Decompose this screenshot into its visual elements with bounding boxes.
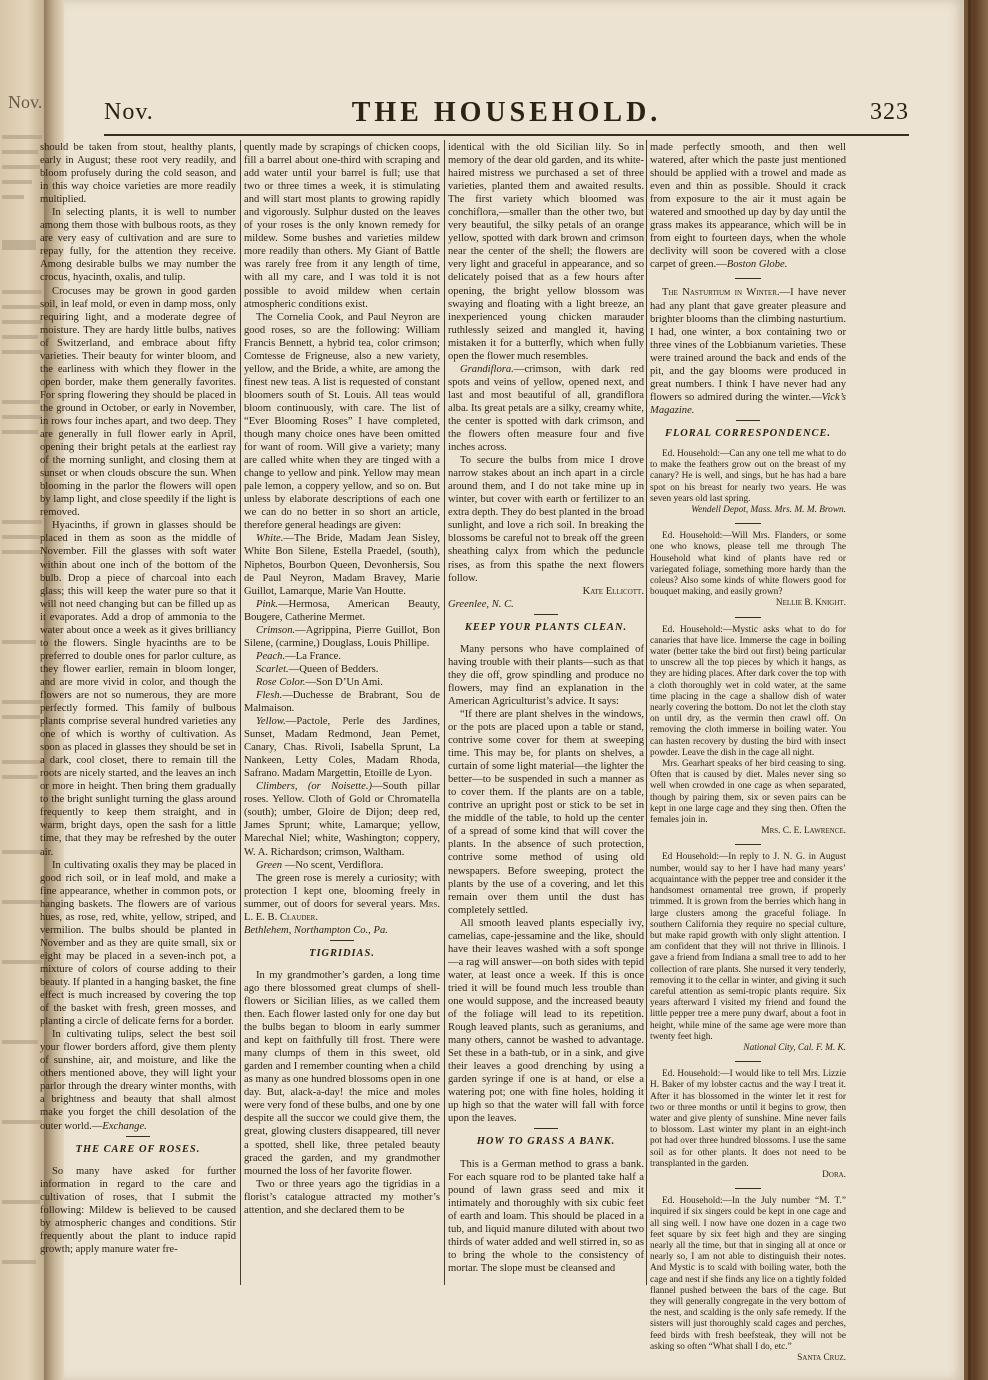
letter: Ed. Household:—Will Mrs. Flanders, or some one who knows, please tell me through The Household what kind of plants have red or variegated foliage, something more hardy than the coleus? Also some kinds of white flowers good for bouquet making, and easily grown? [650, 531, 846, 598]
paragraph [40, 1028, 236, 1132]
rose-list-label: Climbers, (or Noisette.) [256, 781, 372, 793]
column-4 [650, 141, 846, 1364]
rose-list-label: Scarlet. [256, 663, 289, 675]
column-3 [448, 141, 644, 1291]
letter-signature: Santa Cruz. [797, 1353, 846, 1364]
paragraph-text: made perfectly smooth, and then well watered, after which the paste just mentioned should be applied with a trowel and made as even and thin as possible. Should it crack from exposure to the air it must again be watered and smoothed up day by day until the grass makes its appearance, which will be in from eight to fourteen days, when the whole declivity will soon be covered with a close carpet of green.— [650, 142, 846, 271]
previous-page-text-line [2, 335, 38, 339]
previous-page-text-line [2, 305, 40, 309]
previous-page-text-line [2, 960, 42, 964]
paragraph: In cultivating oxalis they may be placed in good rich soil, or in leaf mold, and make a fine appearance, whether in common pots, or hanging baskets. The flowers are of various hues, as rose, red, white, yellow, striped, and vermilion. The bulbs should be planted in November and as they are quite small, six or eight may be placed in a seven-inch pot, a mixture of colors of course adding to their beauty. If planted in a hanging basket, the fine effect is much increased by covering the top of the basket with fresh, green mosses, and planting a circle of delicate ferns for a border. [40, 859, 236, 1028]
previous-page-text-line [2, 850, 42, 854]
letter-signature: Mrs. C. E. Lawrence. [761, 826, 846, 837]
separator [735, 523, 761, 524]
separator [735, 1188, 761, 1189]
column-rule [646, 140, 647, 1285]
rose-list-entry [244, 676, 440, 689]
paragraph-text: The green rose is merely a curiosity; with protection I kept one, blooming freely in summer, out of doors for several years. [244, 872, 440, 910]
paragraph-text: In cultivating tulips, select the best soil your flower borders afford, give them plenty of sunshine, air, and moisture, and like the others mentioned above, they will light your parlor through the dreary winter months, with a brightness and beauty that shall almost make you forget the chill desolation of the outer world.— [40, 1029, 236, 1132]
separator [735, 1061, 761, 1062]
previous-page-text-line [2, 1120, 42, 1124]
rose-list-entry [244, 689, 440, 715]
previous-page-text-line [2, 180, 32, 184]
letter: Ed Household:—In reply to J. N. G. in August number, would say to her I have had many years’ acquaintance with the pepper tree and consider it the handsomest ornamental tree grown, if properly trimmed. It is grown from the berries which hang in large clusters among the graceful foliage. In southern California they require no special culture, but make rapid growth with only slight attention. I am confident that they will not thrive in Illinois. I gave a friend from Indiana a small tree to add to her collection of rare plants. She nursed it very tenderly, removing it to the cellar in winter, and giving it such careful attention as semi-tropic plants require. Six years afterward I visited my friend and found the little pepper tree a mere puny dwarf, about a foot in height, while mine of the same age were more than twenty feet high. [650, 852, 846, 1042]
article-lead: The Nasturtium in Winter. [662, 287, 780, 299]
page-title: THE HOUSEHOLD. [351, 97, 662, 128]
rose-list-label: Flesh. [256, 689, 283, 701]
rose-list-text: —Agrippina, Pierre Guillot, Bon Silene, (carmine,) Douglass, Louis Phillipe. [244, 624, 440, 649]
previous-page-text-line [2, 290, 42, 294]
source-credit: Vick’s Magazine. [650, 391, 846, 416]
paragraph: In selecting plants, it is well to number among them those with bulbous roots, as they are very easy of cultivation and are sure to repay fully, for the attention they receive. Among desirable bulbs we may number the crocus, hyacinth, oxalis, and tulip. [40, 207, 236, 284]
previous-page-text-line [2, 165, 40, 169]
author-location: Bethlehem, Northampton Co., Pa. [244, 924, 388, 936]
paragraph [448, 363, 644, 454]
rose-list-text: —South pillar roses. Yellow. Cloth of Gold or Chromatella (south); umber, Gloire de Dijon; deep red, James Sprunt; white, Lamarque; yellow, Marechal Niel; white, Washington; coppery, W. A. Richardson; crimson, Waltham. [244, 781, 441, 858]
rose-list-label: Crimson. [256, 624, 296, 636]
rose-list-entry [244, 715, 440, 780]
book-binding [964, 0, 988, 1380]
rose-list-entry [244, 532, 440, 597]
previous-page-text-line [2, 550, 42, 554]
rose-list-text: —Son D’Un Ami. [305, 676, 383, 688]
paragraph [650, 141, 846, 271]
paragraph-text: —crimson, with dark red spots and veins of yellow, opened next, and last and most beautiful of all, grandiflora alba. Its great petals are a silky, creamy white, the center is spotted with dark crimson, and the flowers often measure four and five inches across. [448, 363, 644, 454]
separator [735, 844, 761, 845]
previous-page-text-line [2, 760, 42, 764]
paragraph: The Cornelia Cook, and Paul Neyron are good roses, so are the following: William Francis Bennett, a hybrid tea, color crimson; Comtesse de Frigneuse, also a new variety, yellow, and the Bride, a white, are among the finest new teas. A list is requested of constant bloomers south of St. Louis. All teas would bloom continuously, with care. The list of “Ever Blooming Roses” I have completed, though many choice ones have been omitted for want of room. Will give a variety; many are called white when they are tinged with a change to yellow and pink. Yellow may mean pale lemon, a coppery yellow, and so on. But unless by elaborate descriptions of each one we can do no better in so short an article, therefore general headings are given: [244, 311, 440, 532]
author-location: Greenlee, N. C. [448, 598, 514, 610]
previous-page-text-line [2, 1040, 38, 1044]
section-heading-tigridias: TIGRIDIAS. [244, 947, 440, 960]
rose-list-text: —La France. [285, 650, 342, 662]
previous-page-text-line [2, 775, 38, 779]
page-number: 323 [870, 99, 909, 125]
rose-list-entry [244, 780, 440, 858]
rose-list-entry [244, 598, 440, 624]
paragraph: Many persons who have complained of having trouble with their plants—such as that they die off, grow spindling and produce no flowers, may find an explanation in the American Agriculturist’s advice. It says: [448, 643, 644, 707]
previous-page-text-line [2, 640, 36, 644]
previous-page-heading: Nov. [8, 92, 43, 112]
rose-list-text: —No scent, Verdiflora. [282, 859, 384, 871]
section-heading-grass-a-bank: HOW TO GRASS A BANK. [448, 1135, 644, 1148]
author-signature: Kate Ellicott. [582, 585, 644, 597]
paragraph [650, 286, 846, 416]
previous-page-text-line [2, 240, 36, 250]
column-2 [244, 141, 440, 1291]
letter-signature: Dora. [822, 1169, 846, 1180]
rose-list-entry [244, 663, 440, 676]
paragraph: Hyacinths, if grown in glasses should be placed in them as soon as the middle of November. Fill the glasses with soft water within about one inch of the bottom of the bulb. Drop a piece of charcoal into each glass; this will keep the water pure so that it will not need changing but can be filled up as it evaporates. Add a drop of ammonia to the water about once a week as it gives brilliancy to the flowers. Single hyacinths are to be preferred to double ones for parlor culture, as they flower earlier, remain in bloom longer, and are more vivid in color, and though the flowers are not so numerous, they are more perfectly formed. This family of bulbous plants comprise several hundred varieties any one of which is worthy of cultivation. As soon as placed in glasses they should be set in a dark, cool closet, there to remain till the roots are nicely started, and the leaves an inch or more in height. Then bring them gradually to the bright sunlight turning the glass around frequently to keep them straight, and in warm, bright days, open the sash for a little time, that they may be refreshed by the outer air. [40, 520, 236, 858]
section-heading-keep-plants-clean: KEEP YOUR PLANTS CLEAN. [448, 621, 644, 634]
previous-page-text-line [2, 415, 42, 419]
rose-list-label: Rose Color. [256, 676, 306, 688]
rose-list-text: —Hermosa, American Beauty, Bougere, Catherine Mermet. [244, 598, 440, 623]
rose-list-label: Yellow. [256, 716, 286, 728]
rose-list-text: —Duchesse de Brabrant, Sou de Malmaison. [244, 689, 440, 715]
previous-page-text-line [2, 400, 40, 404]
author-signature: Mrs. L. E. B. Clauder. [244, 898, 440, 923]
rose-list-text: —The Bride, Madam Jean Sisley, White Bon Silene, Estella Praedel, (south), Niphetos, Bourbon Queen, Devonhersis, Sou de Paul Neyron, Madam Bravey, Marie Guillot, Lamarque, Marie Van Houtte. [244, 533, 440, 597]
rose-list-entry [244, 859, 440, 872]
paragraph: Crocuses may be grown in good garden soil, in leaf mold, or even in damp moss, only requiring light, and a moderate degree of moisture. They are hardy little bulbs, natives of Switzerland, and embrace about fifty varieties. Their beauty for winter bloom, and the earliness with which they flower in the open border, make them generally favorites. For spring flowering they should be placed in the ground in October, or early in November, in rows four inches apart, and two deep. They are generally in full flower early in April, opening their bright petals at the earliest ray of the morning sunlight, and closing them at sunset or when clouds obscure the sun. When blooming in the parlor the flowers will open by lamp light, and close speedily if the light is removed. [40, 285, 236, 519]
paragraph: quently made by scrapings of chicken coops, fill a barrel about one-third with scraping and add water until your barrel is full; use that two or three times a week, it is stimulating and will start most plants to growing rapidly and vigorously. Sulphur dusted on the leaves of your roses is the only known remedy for mildew. Some bushes and varieties mildew more readily than others. My Giant of Battle was rarely free from it any length of time, with all my care, and I was told it is not possible to avoid mildew when certain atmospheric conditions exist. [244, 142, 440, 310]
previous-page-text-line [2, 715, 40, 719]
previous-page-text-line [2, 1260, 36, 1264]
letter-signature: National City, Cal. F. M. K. [743, 1042, 846, 1053]
binding-stripe [968, 0, 971, 1380]
letter: Mrs. Gearhart speaks of her bird ceasing to sing. Often that is caused by diet. Males never sing so well when crowded in one cage as when separated, though by pairing them, six or seven pairs can be kept in one large cage and they sing then. Often the females join in. [650, 759, 846, 826]
previous-page-text-line [2, 135, 42, 139]
paragraph: All smooth leaved plants especially ivy, camelias, cape-jessamine and the like, should have their leaves washed with a soft sponge—a rag will answer—on both sides with tepid water, at least once a week. If this is once tried it will be found much less trouble than one would suppose, and the increased beauty of the foliage will lead to its repetition. Rough leaved plants, such as geraniums, and many others, cannot be washed to advantage. Set these in a bath-tub, or in a sink, and give their leaves a good drenching by using a garden syringe if one is at hand, or else a watering pot; one with fine holes, holding it up high so that the water will fall with force upon the leaves. [448, 917, 644, 1125]
rose-list-label: Green [256, 859, 283, 871]
previous-page-text-line [2, 150, 38, 154]
source-credit: Boston Globe. [726, 259, 788, 271]
previous-page-text-line [2, 1200, 40, 1204]
rose-list-entry [244, 624, 440, 650]
letter-signature: Wendell Depot, Mass. Mrs. M. M. Brown. [691, 505, 846, 515]
column-rule [240, 140, 241, 1285]
header-rule [104, 134, 909, 136]
letter: Ed. Household:—In the July number “M. T.” inquired if six singers could be kept in one cage and all sing well. I now have one dozen in a cage two feet square by six feet high and they are singing nearly all the time, but that in singing all at once or nearly so, I am not able to distinguish their notes. And Mystic is to scald with boiling water, both the cage and nest if she finds any lice on a tightly folded flannel pushed between the bars of the cage. But they will generally congregate in the very bottom of the nest, and scalding is the only safe remedy. If the sisters will just thoroughly scald cages and perches, feed birds with fresh beefsteak, they will not be asking so often “What shall I do, etc.” [650, 1196, 846, 1352]
paragraph: In my grandmother’s garden, a long time ago there blossomed great clumps of shell-flowers or Sicilian lilies, as we called them then. Each flower lasted only for one day but the bulbs began to bloom in early summer and kept on faithfully till frost. There were many clumps of them in this sweet, old garden and I remember counting when a child as many as one hundred blossoms open in one day. But, alack-a-day! the mice and moles were very fond of these bulbs, and one by one despite all the succor we could give them, the great, glowing clusters disappeared, till never a spotted, shell like, three petaled beauty graced the garden, and my grandmother mourned the loss of her favorite flower. [244, 969, 440, 1177]
paragraph: identical with the old Sicilian lily. So in memory of the dear old garden, and its white-haired mistress we purchased a set of three varieties, planted them and awaited results. The first variety which bloomed was conchiflora,—smaller than the other two, but very beautiful, the silky petals of an orange yellow, spotted with dark brown and crimson near the center of the shell; the flowers are very light and graceful in appearance, and so delicately poised that as a few hours after opening, the bright yellow blossom was swaying and floating with a light breeze, an inexperienced young chicken marauder ruthlessly seized and mangled it, having mistaken it for a butterfly, which when fully open the flower much resembles. [448, 142, 644, 362]
paragraph: “If there are plant shelves in the windows, or the pots are placed upon a table or stand, contrive some cover for them at sweeping time. This may be, for plants on shelves, a curtain of some light material—the lighter the better—to be suspended in such a manner as to cover them. If the plants are on a table, contrive an upright post or stick to be set in the middle of the table, to hold up the center of a spread of some kind that will cover the plants. In the absence of such protection, contrive some method of using old newspapers. Before sweeping, protect the plants by the use of a covering, and let this remain over them until the dust has completely settled. [448, 708, 644, 916]
variety-label: Grandiflora. [460, 363, 514, 375]
header-month: Nov. [104, 99, 154, 125]
previous-page-text-line [2, 520, 42, 524]
rose-list-text: —Pactole, Perle des Jardines, Sunset, Madam Redmond, Jean Pemet, Canary, Chas. Rivoli, Isabella Sprunt, La Nankeen, Letty Coles, Madam Rhoda, Safrano. Madam Margettin, Etoille de Lyon. [244, 716, 440, 780]
rose-list-label: Pink. [256, 598, 279, 610]
previous-page-text-line [2, 320, 42, 324]
rose-list-text: —Queen of Bedders. [288, 663, 379, 675]
page-header [104, 97, 909, 131]
section-heading-care-of-roses: THE CARE OF ROSES. [40, 1143, 236, 1156]
previous-page-text-line [2, 350, 42, 354]
paragraph: This is a German method to grass a bank. For each square rod to be planted take half a pound of lawn grass seed and mix it intimately and thoroughly with six cubic feet of earth and loam. This should be placed in a tub, and liquid manure diluted with about two thirds of water added and well stirred in, so as to bring the whole to the consistency of mortar. The slope must be cleansed and [448, 1158, 644, 1274]
letter: Ed. Household:—Can any one tell me what to do to make the feathers grow out on the breast of my canary? He is well, and sings, but he has had a bare spot on his breast for nearly two years. He was seven years old last spring. [650, 448, 846, 504]
paragraph: To secure the bulbs from mice I drove narrow stakes about an inch apart in a circle around them, and I do not take mine up in winter, but cover with earth or fertilizer to an extra depth. They do best planted in the broad sunlight, and love a rich soil. In breaking the blossoms be careful not to break off the green sheathing calyx from which the peduncle rises, as from this spathe the next flowers follow. [448, 455, 644, 584]
section-heading-floral-correspondence: FLORAL CORRESPONDENCE. [650, 427, 846, 440]
previous-page-text-line [2, 900, 40, 904]
letter: Ed. Household:—Mystic asks what to do for canaries that have lice. Immerse the cage in boiling water (better take the bird out first) being particular to unscrew all the top pieces by which it hangs, as they are hiding places. After dark cover the top with a cloth thoroughly wet in cold water, at the same time placing in the cage a shallow dish of water nearly covering the bottom. Do not let the cloth stay on until dry, as the vermin then crawl off. On removing the cloth immerse in boiling water. You can hasten recovery by dusting the bird with insect powder. Leave the dish in the cage all night. [650, 624, 846, 758]
previous-page-text-line [2, 195, 24, 199]
separator [735, 278, 761, 279]
column-1 [40, 141, 236, 1291]
paragraph-text: —I have never had any plant that gave greater pleasure and brighter blooms than the climbing nasturtium. I had, one winter, a box containing two or three vines of the Lobbianum varieties. These were trained around the back and ends of the pit, and the gay blooms were produced in great numbers. I think I have never had any flowers so admired during the winter.— [650, 287, 846, 403]
letter-signature: Nellie B. Knight. [775, 598, 846, 609]
column-rule [444, 140, 445, 1285]
paragraph: Two or three years ago the tigridias in a florist’s catalogue attracted my mother’s attention, and she declared them to be [244, 1178, 440, 1216]
paragraph: So many have asked for further information in regard to the care and cultivation of roses, that I submit the following: Mildew is believed to be caused by atmospheric changes and conditions. Stir frequently about the plant to induce rapid growth; apply manure water fre- [40, 1165, 236, 1255]
source-credit: Exchange. [102, 1120, 147, 1132]
rose-list-entry [244, 650, 440, 663]
paragraph: should be taken from stout, healthy plants, early in August; these root very readily, and bloom profusely during the cold season, and in this way choice varieties are more readily multiplied. [40, 142, 236, 206]
previous-page-text-line [2, 430, 38, 434]
rose-list-label: Peach. [256, 650, 286, 662]
rose-list-label: White. [256, 533, 284, 545]
separator [735, 617, 761, 618]
previous-page-text-line [2, 535, 40, 539]
paragraph [244, 872, 440, 924]
previous-page-text-line [2, 700, 42, 704]
letter: Ed. Household:—I would like to tell Mrs. Lizzie H. Baker of my lobster cactus and the way I treat it. After it has blossomed in the winter let it rest for two or three months or until it begins to grow, then water and give plenty of sunshine. Mine never fails to blossom. Last winter my plant in an eight-inch pot had over three hundred blossoms. I use the same soil as for other plants. It does not need to be transplanted in the garden. [650, 1069, 846, 1169]
